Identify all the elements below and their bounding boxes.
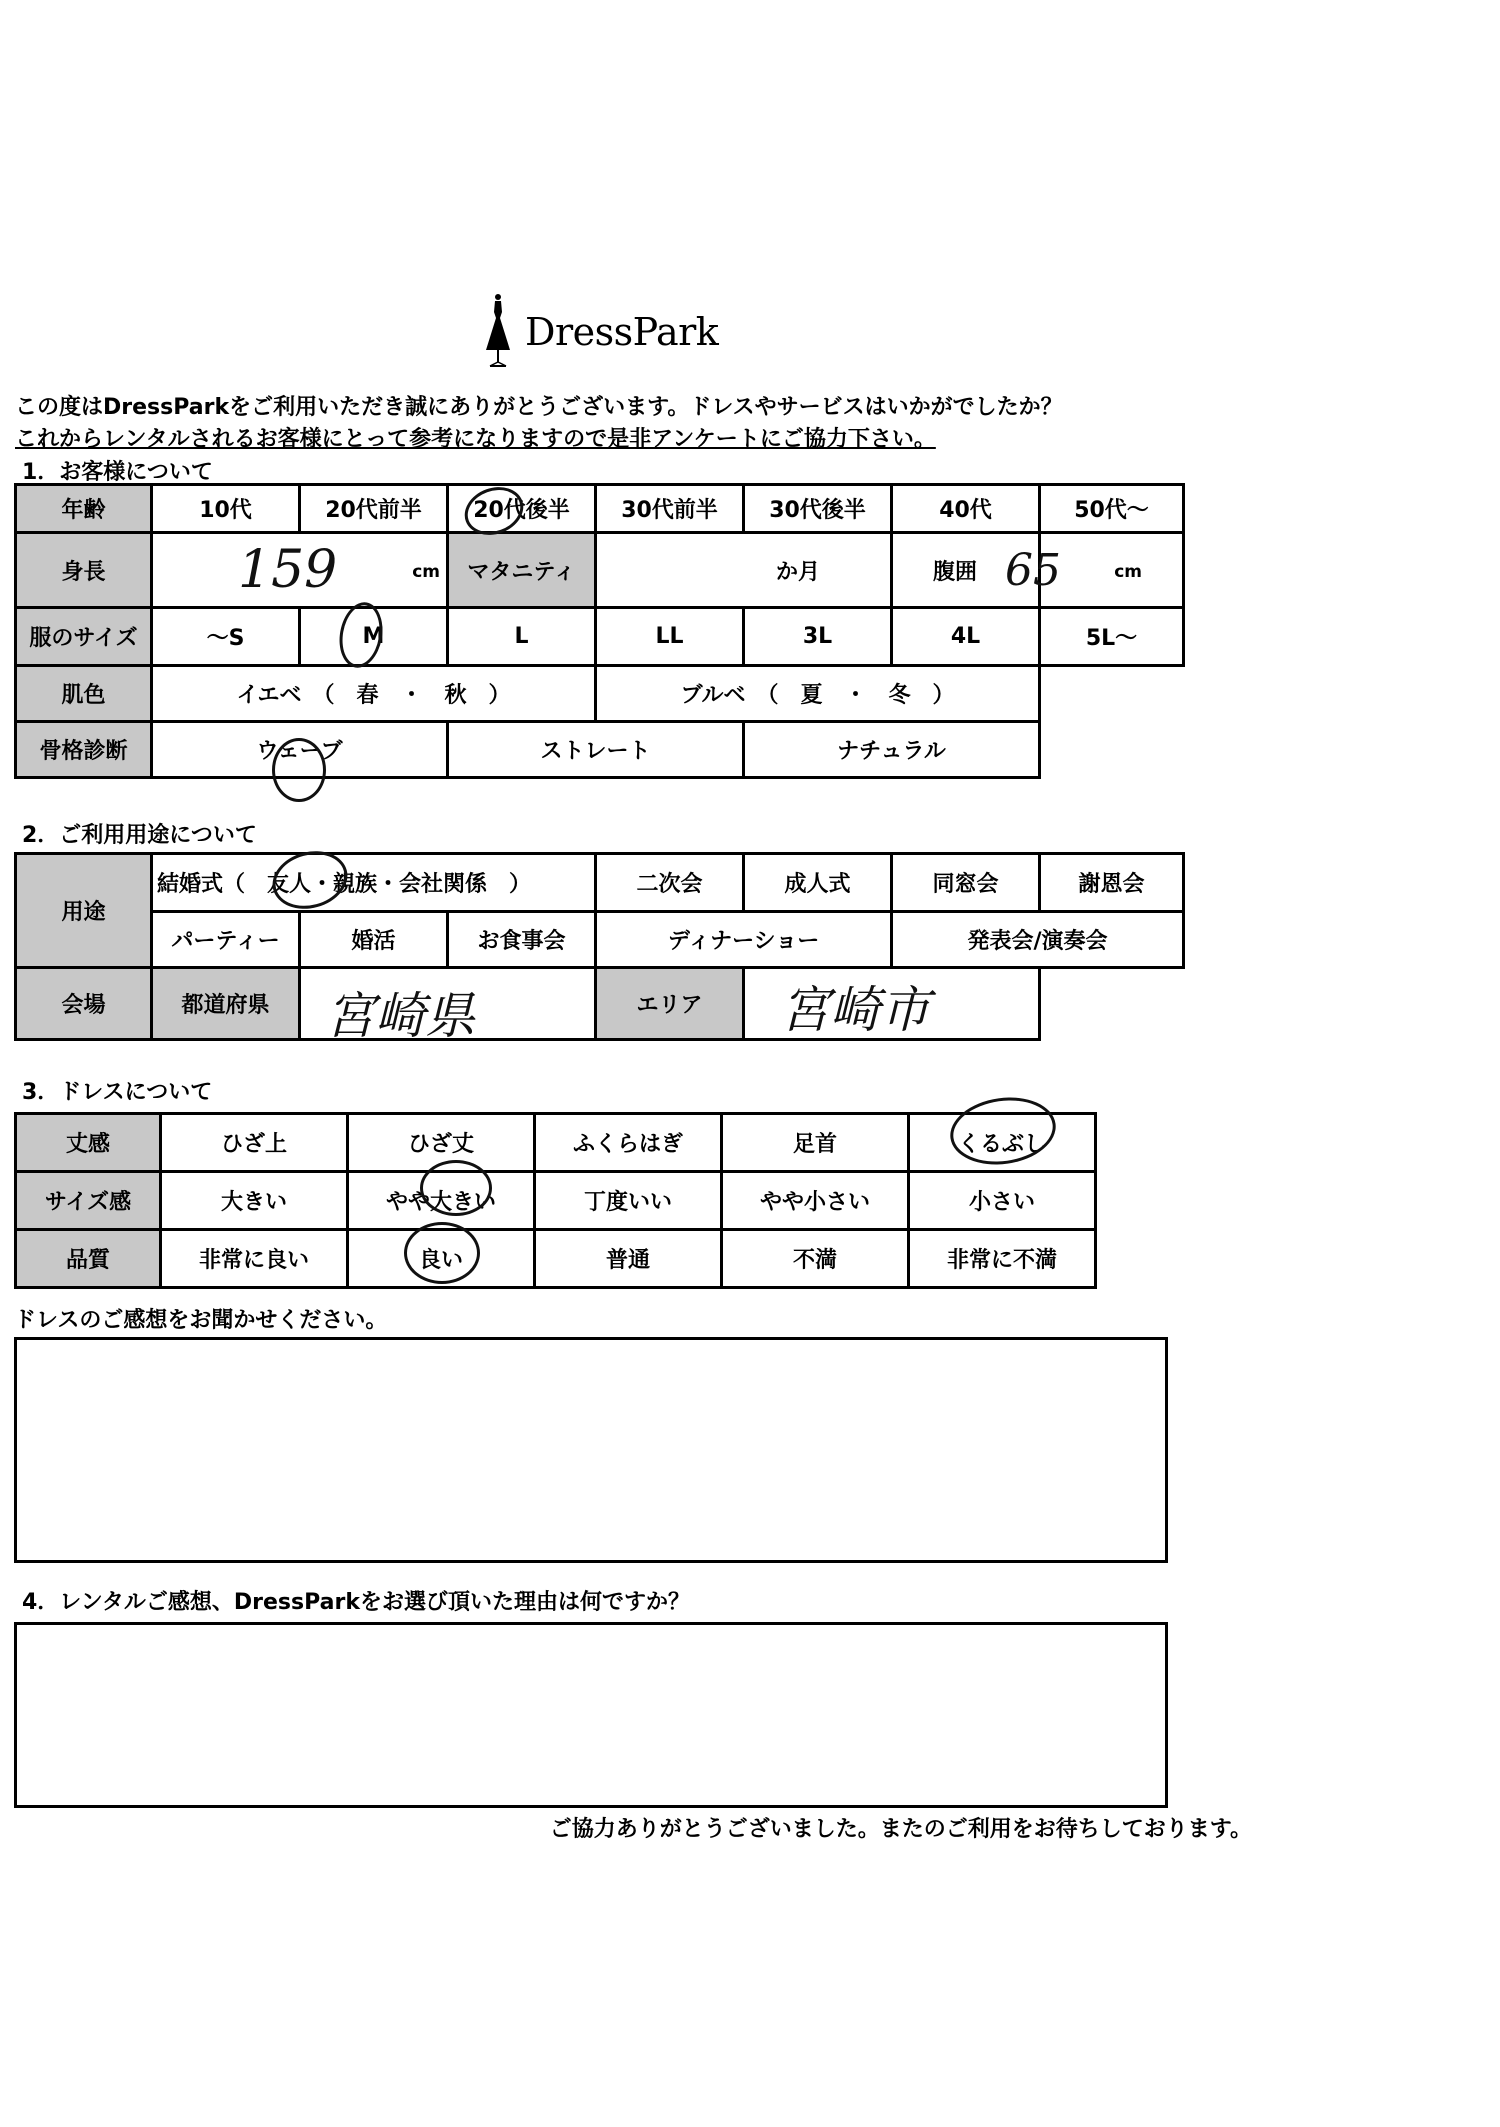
section-4-title: 4．レンタルご感想、DressParkをお選び頂いた理由は何ですか？ (22, 1590, 690, 1615)
dress-comment-prompt: ドレスのご感想をお聞かせください。 (14, 1308, 388, 1333)
age-option[interactable]: 40代 (892, 485, 1040, 533)
venue-label: 会場 (16, 968, 152, 1040)
wedding-option[interactable]: 結婚式（ 友人・親族・会社関係 ） (152, 854, 596, 912)
fit-option[interactable]: 丁度いい (535, 1172, 722, 1230)
purpose-option[interactable]: 成人式 (744, 854, 892, 912)
age-option[interactable]: 30代前半 (596, 485, 744, 533)
brand-name: DressPark (525, 310, 719, 354)
skin-row (16, 666, 1184, 722)
fit-option[interactable]: 小さい (909, 1172, 1096, 1230)
length-option[interactable]: ひざ丈 (348, 1114, 535, 1172)
length-label: 丈感 (16, 1114, 161, 1172)
size-option[interactable]: LL (596, 608, 744, 666)
size-option[interactable]: 5L～ (1040, 608, 1184, 666)
section-3-title: 3．ドレスについて (22, 1080, 213, 1105)
fit-label: サイズ感 (16, 1172, 161, 1230)
length-option[interactable]: ふくらはぎ (535, 1114, 722, 1172)
venue-row (16, 968, 1184, 1040)
purpose-option[interactable]: 謝恩会 (1040, 854, 1184, 912)
quality-label: 品質 (16, 1230, 161, 1288)
dress-comment-box[interactable] (14, 1337, 1168, 1563)
purpose-option[interactable]: お食事会 (448, 912, 596, 968)
length-option[interactable]: くるぶし (909, 1114, 1096, 1172)
section-1-title: 1．お客様について (22, 460, 213, 485)
dress-table (14, 1112, 1097, 1289)
quality-option[interactable]: 非常に不満 (909, 1230, 1096, 1288)
purpose-row-2 (16, 912, 1184, 968)
footer-thanks: ご協力ありがとうございました。またのご利用をお待ちしております。 (549, 1817, 1252, 1842)
prefecture-value: 宮崎県 (325, 987, 475, 1045)
usage-table (14, 852, 1185, 1041)
size-label: 服のサイズ (16, 608, 152, 666)
area-label: エリア (596, 968, 744, 1040)
age-option[interactable]: 20代前半 (300, 485, 448, 533)
length-option[interactable]: ひざ上 (161, 1114, 348, 1172)
height-value: 159 (238, 540, 338, 600)
fit-selection-mark (420, 1160, 492, 1216)
height-unit: cm (412, 561, 440, 582)
size-option[interactable]: 4L (892, 608, 1040, 666)
fit-option[interactable]: 大きい (161, 1172, 348, 1230)
frame-row (16, 722, 1184, 778)
quality-option[interactable]: 良い (348, 1230, 535, 1288)
age-option[interactable]: 10代 (152, 485, 300, 533)
fit-row (16, 1172, 1096, 1230)
waist-label: 腹囲 (892, 533, 1040, 608)
purpose-option[interactable]: 婚活 (300, 912, 448, 968)
waist-unit: cm (1114, 561, 1142, 582)
size-option[interactable]: L (448, 608, 596, 666)
age-option[interactable]: 50代～ (1040, 485, 1184, 533)
maternity-label: マタニティ (448, 533, 596, 608)
frame-option[interactable]: ストレート (448, 722, 744, 778)
age-option[interactable]: 20代後半 (448, 485, 596, 533)
length-row (16, 1114, 1096, 1172)
rental-comment-box[interactable] (14, 1622, 1168, 1808)
age-label: 年齢 (16, 485, 152, 533)
fit-option[interactable]: やや小さい (722, 1172, 909, 1230)
area-value: 宮崎市 (780, 981, 930, 1039)
size-option[interactable]: M (300, 608, 448, 666)
purpose-row-1 (16, 854, 1184, 912)
purpose-option[interactable]: 同窓会 (892, 854, 1040, 912)
purpose-option[interactable]: ディナーショー (596, 912, 892, 968)
purpose-option[interactable]: 発表会/演奏会 (892, 912, 1184, 968)
age-option[interactable]: 30代後半 (744, 485, 892, 533)
quality-option[interactable]: 非常に良い (161, 1230, 348, 1288)
frame-option[interactable]: ウェーブ (152, 722, 448, 778)
section-2-title: 2．ご利用用途について (22, 823, 257, 848)
skin-blue-option[interactable]: ブルベ （ 夏 ・ 冬 ） (596, 666, 1040, 722)
length-option[interactable]: 足首 (722, 1114, 909, 1172)
quality-selection-mark (404, 1222, 480, 1284)
skin-label: 肌色 (16, 666, 152, 722)
prefecture-label: 都道府県 (152, 968, 300, 1040)
frame-label: 骨格診断 (16, 722, 152, 778)
frame-selection-mark (272, 738, 326, 802)
size-row (16, 608, 1184, 666)
size-option[interactable]: ～S (152, 608, 300, 666)
intro-line-1: この度はDressParkをご利用いただき誠にありがとうございます。ドレスやサービスはいかがでしたか？ (15, 395, 1063, 420)
skin-yellow-option[interactable]: イエベ （ 春 ・ 秋 ） (152, 666, 596, 722)
maternity-field[interactable] (596, 533, 892, 608)
quality-option[interactable]: 不満 (722, 1230, 909, 1288)
customer-table (14, 483, 1185, 779)
brand-logo (480, 292, 740, 372)
waist-value: 65 (1005, 545, 1061, 596)
size-option[interactable]: 3L (744, 608, 892, 666)
waist-field[interactable] (1040, 533, 1184, 608)
purpose-label: 用途 (16, 854, 152, 968)
intro-line-2: これからレンタルされるお客様にとって参考になりますので是非アンケートにご協力下さい。 (15, 427, 936, 452)
age-row (16, 485, 1184, 533)
purpose-option[interactable]: パーティー (152, 912, 300, 968)
height-label: 身長 (16, 533, 152, 608)
maternity-unit: か月 (775, 559, 820, 585)
fit-option[interactable]: やや大きい (348, 1172, 535, 1230)
dress-icon (480, 292, 516, 372)
quality-option[interactable]: 普通 (535, 1230, 722, 1288)
purpose-option[interactable]: 二次会 (596, 854, 744, 912)
quality-row (16, 1230, 1096, 1288)
frame-option[interactable]: ナチュラル (744, 722, 1040, 778)
